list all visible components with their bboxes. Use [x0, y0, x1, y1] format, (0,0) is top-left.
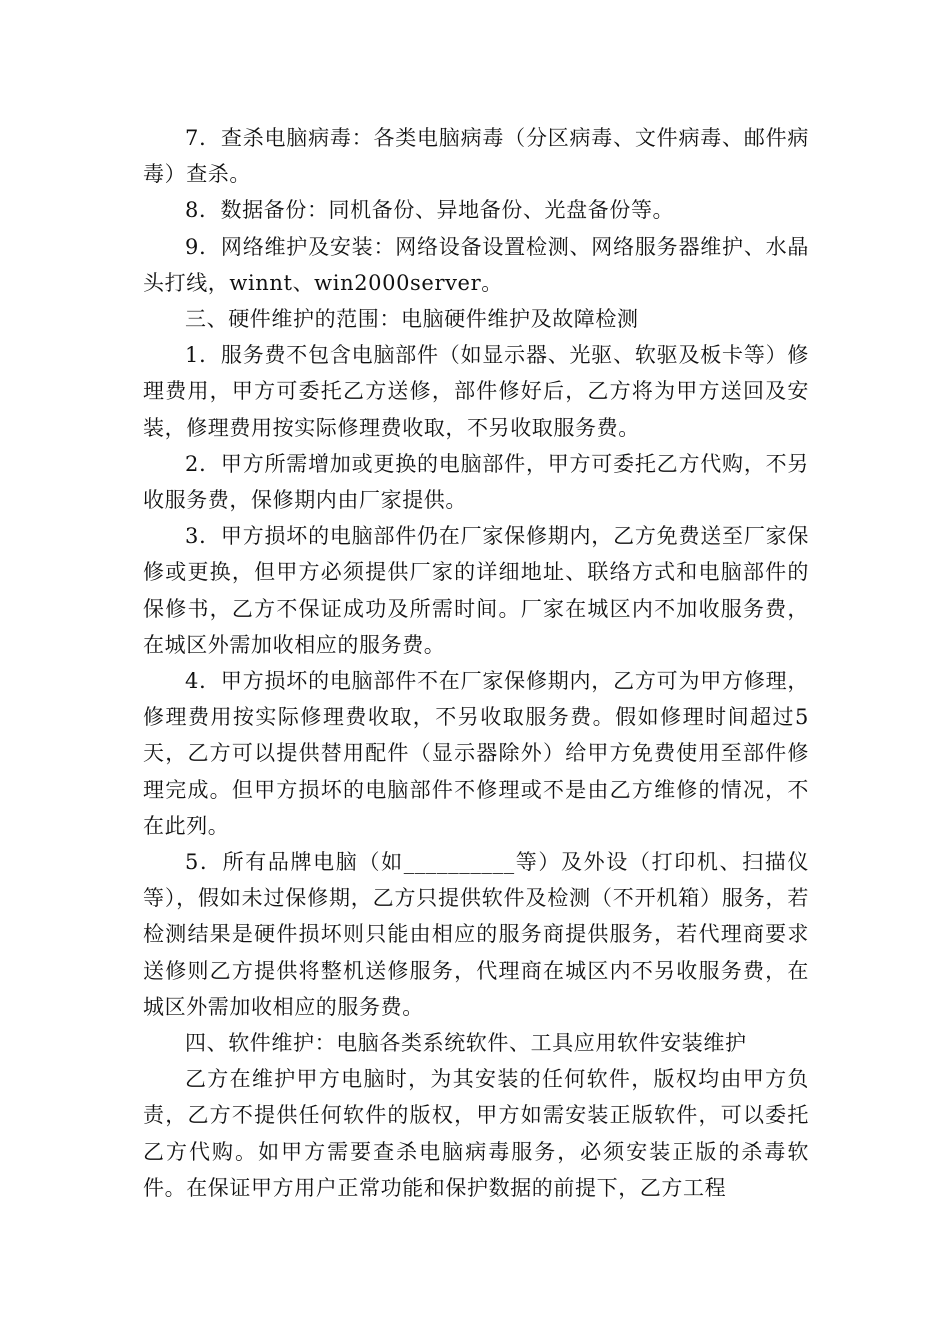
- paragraph-item-9: 9．网络维护及安装：网络设备设置检测、网络服务器维护、水晶头打线，winnt、win2000server。: [143, 234, 809, 295]
- paragraph-software: 乙方在维护甲方电脑时，为其安装的任何软件，版权均由甲方负责，乙方不提供任何软件的版权，甲方如需安装正版软件，可以委托乙方代购。如甲方需要查杀电脑病毒服务，必须安装正版的杀毒软件。在保证甲方用户正常功能和保护数据的前提下，乙方工程: [143, 1067, 809, 1200]
- paragraph-hardware-1: 1．服务费不包含电脑部件（如显示器、光驱、软驱及板卡等）修理费用，甲方可委托乙方送修，部件修好后，乙方将为甲方送回及安装，修理费用按实际修理费收取，不另收取服务费。: [143, 343, 809, 440]
- document-body: [143, 120, 809, 1206]
- section-heading-software: 四、软件维护：电脑各类系统软件、工具应用软件安装维护: [185, 1031, 747, 1056]
- paragraph-hardware-2: 2．甲方所需增加或更换的电脑部件，甲方可委托乙方代购，不另收服务费，保修期内由厂家提供。: [143, 451, 809, 513]
- paragraph-hardware-5: 5．所有品牌电脑（如__________等）及外设（打印机、扫描仪等），假如未过保修期，乙方只提供软件及检测（不开机箱）服务，若检测结果是硬件损坏则只能由相应的服务商提供服务，若代理商要求送修则乙方提供将整机送修服务，代理商在城区内不另收服务费，在城区外需加收相应的服务费。: [143, 850, 809, 1019]
- paragraph-item-8: 8．数据备份：同机备份、异地备份、光盘备份等。: [185, 198, 675, 223]
- section-heading-hardware: 三、硬件维护的范围：电脑硬件维护及故障检测: [185, 307, 639, 332]
- paragraph-hardware-4: 4．甲方损坏的电脑部件不在厂家保修期内，乙方可为甲方修理，修理费用按实际修理费收取，不另收取服务费。假如修理时间超过5天，乙方可以提供替用配件（显示器除外）给甲方免费使用至部件修理完成。但甲方损坏的电脑部件不修理或不是由乙方维修的情况，不在此列。: [143, 669, 809, 838]
- paragraph-hardware-3: 3．甲方损坏的电脑部件仍在厂家保修期内，乙方免费送至厂家保修或更换，但甲方必须提供厂家的详细地址、联络方式和电脑部件的保修书，乙方不保证成功及所需时间。厂家在城区内不加收服务费，在城区外需加收相应的服务费。: [143, 524, 809, 657]
- paragraph-item-7: 7．查杀电脑病毒：各类电脑病毒（分区病毒、文件病毒、邮件病毒）查杀。: [143, 126, 809, 187]
